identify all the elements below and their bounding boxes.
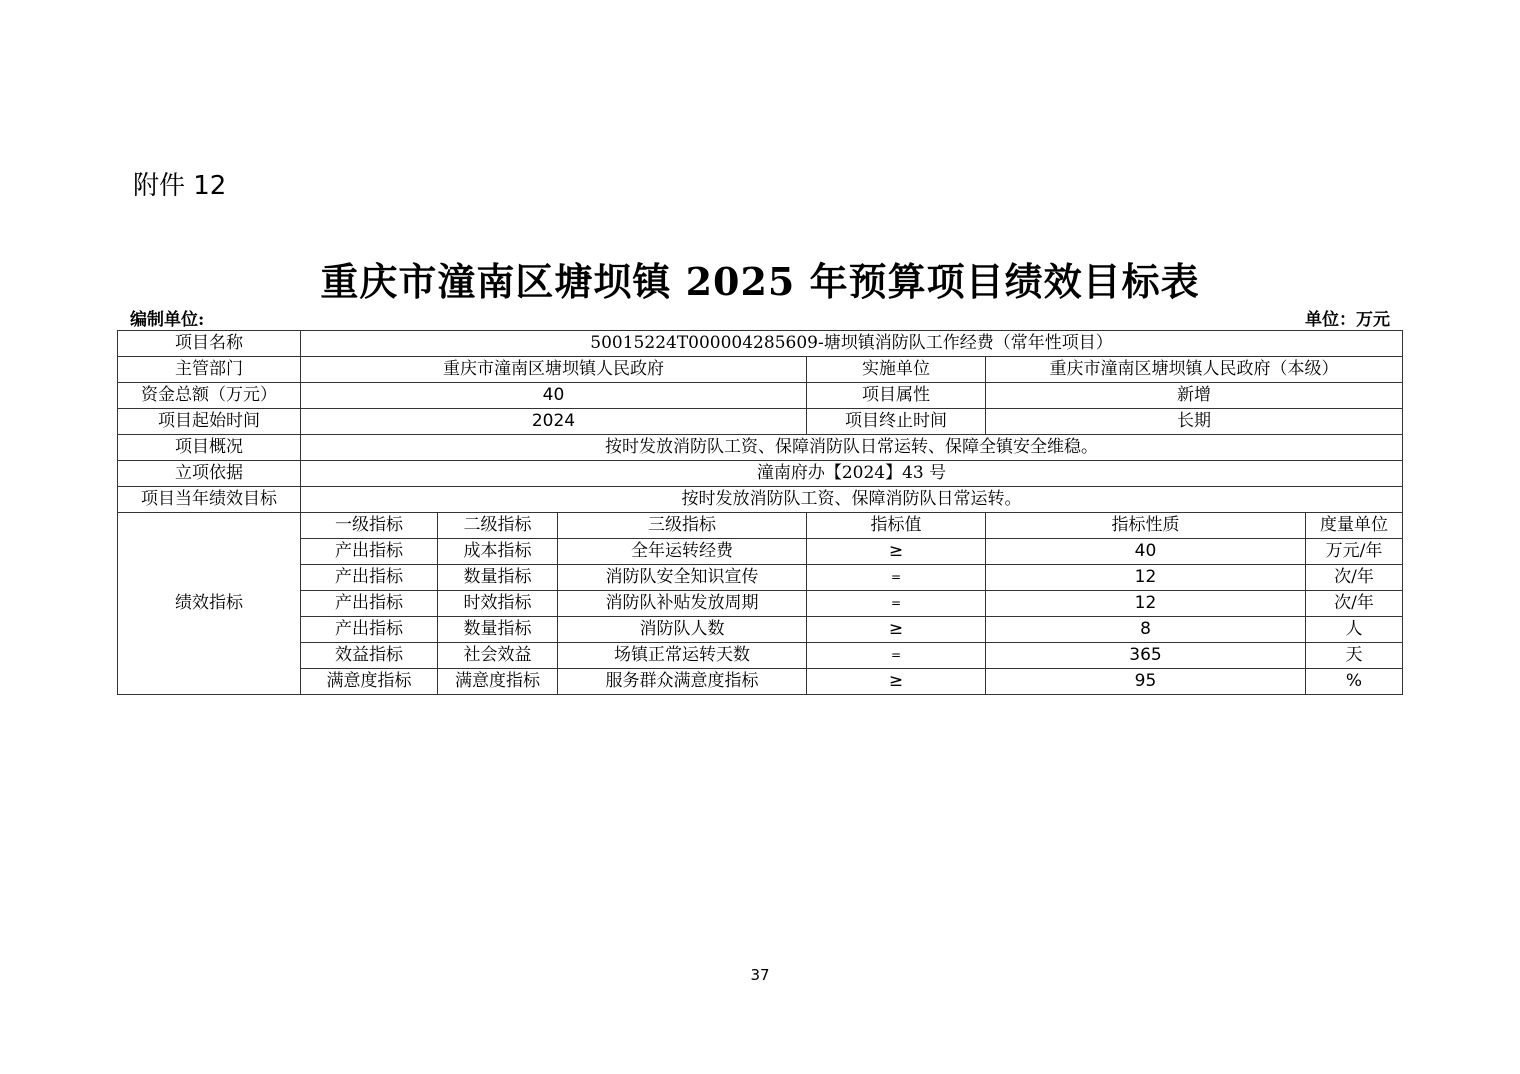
end-label: 项目终止时间 [807, 409, 986, 435]
unit-cell: 天 [1306, 643, 1403, 669]
target-value-cell: 12 [986, 565, 1306, 591]
compile-unit-label: 编制单位: [130, 310, 205, 330]
indicator-row [118, 591, 1403, 617]
header-nature: 指标性质 [986, 513, 1306, 539]
indicator-row [118, 643, 1403, 669]
overview-value: 按时发放消防队工资、保障消防队日常运转、保障全镇安全维稳。 [301, 435, 1403, 461]
level3-cell: 服务群众满意度指标 [558, 669, 807, 695]
table-row [118, 383, 1403, 409]
indicator-row [118, 539, 1403, 565]
performance-target-table [117, 330, 1403, 695]
impl-unit-value: 重庆市潼南区塘坝镇人民政府（本级） [986, 357, 1403, 383]
table-row [118, 357, 1403, 383]
start-label: 项目起始时间 [118, 409, 301, 435]
indicator-header-row [118, 513, 1403, 539]
header-unit: 度量单位 [1306, 513, 1403, 539]
unit-cell: 次/年 [1306, 565, 1403, 591]
level2-cell: 数量指标 [438, 617, 558, 643]
basis-label: 立项依据 [118, 461, 301, 487]
table-row [118, 487, 1403, 513]
fund-label: 资金总额（万元） [118, 383, 301, 409]
level3-cell: 全年运转经费 [558, 539, 807, 565]
level3-cell: 消防队补贴发放周期 [558, 591, 807, 617]
level2-cell: 数量指标 [438, 565, 558, 591]
level1-cell: 产出指标 [301, 565, 438, 591]
table-row [118, 331, 1403, 357]
basis-value: 潼南府办【2024】43 号 [301, 461, 1403, 487]
project-name-label: 项目名称 [118, 331, 301, 357]
project-name-value: 50015224T000004285609-塘坝镇消防队工作经费（常年性项目） [301, 331, 1403, 357]
attachment-label: 附件 12 [133, 171, 227, 201]
target-value-cell: 12 [986, 591, 1306, 617]
unit-cell: 万元/年 [1306, 539, 1403, 565]
page-number: 37 [750, 966, 770, 984]
dept-label: 主管部门 [118, 357, 301, 383]
operator-cell: = [807, 565, 986, 591]
header-level1: 一级指标 [301, 513, 438, 539]
level3-cell: 消防队人数 [558, 617, 807, 643]
indicator-row [118, 617, 1403, 643]
unit-cell: % [1306, 669, 1403, 695]
fund-value: 40 [301, 383, 807, 409]
operator-cell: ≥ [807, 539, 986, 565]
level3-cell: 消防队安全知识宣传 [558, 565, 807, 591]
operator-cell: = [807, 643, 986, 669]
target-value-cell: 365 [986, 643, 1306, 669]
level3-cell: 场镇正常运转天数 [558, 643, 807, 669]
start-value: 2024 [301, 409, 807, 435]
target-value-cell: 40 [986, 539, 1306, 565]
unit-cell: 人 [1306, 617, 1403, 643]
unit-cell: 次/年 [1306, 591, 1403, 617]
operator-cell: = [807, 591, 986, 617]
level1-cell: 效益指标 [301, 643, 438, 669]
operator-cell: ≥ [807, 669, 986, 695]
page-title: 重庆市潼南区塘坝镇 2025 年预算项目绩效目标表 [320, 259, 1200, 304]
attr-label: 项目属性 [807, 383, 986, 409]
indicator-row [118, 669, 1403, 695]
target-value-cell: 8 [986, 617, 1306, 643]
header-level3: 三级指标 [558, 513, 807, 539]
indicator-row [118, 565, 1403, 591]
money-unit-label: 单位：万元 [1305, 310, 1390, 330]
table-row [118, 461, 1403, 487]
level1-cell: 满意度指标 [301, 669, 438, 695]
impl-unit-label: 实施单位 [807, 357, 986, 383]
dept-value: 重庆市潼南区塘坝镇人民政府 [301, 357, 807, 383]
end-value: 长期 [986, 409, 1403, 435]
level1-cell: 产出指标 [301, 539, 438, 565]
operator-cell: ≥ [807, 617, 986, 643]
level2-cell: 时效指标 [438, 591, 558, 617]
table-row [118, 435, 1403, 461]
goal-value: 按时发放消防队工资、保障消防队日常运转。 [301, 487, 1403, 513]
header-level2: 二级指标 [438, 513, 558, 539]
header-value: 指标值 [807, 513, 986, 539]
indicator-section-label: 绩效指标 [118, 513, 301, 695]
target-value-cell: 95 [986, 669, 1306, 695]
attr-value: 新增 [986, 383, 1403, 409]
level2-cell: 社会效益 [438, 643, 558, 669]
level2-cell: 成本指标 [438, 539, 558, 565]
goal-label: 项目当年绩效目标 [118, 487, 301, 513]
table-row [118, 409, 1403, 435]
overview-label: 项目概况 [118, 435, 301, 461]
level2-cell: 满意度指标 [438, 669, 558, 695]
level1-cell: 产出指标 [301, 617, 438, 643]
level1-cell: 产出指标 [301, 591, 438, 617]
